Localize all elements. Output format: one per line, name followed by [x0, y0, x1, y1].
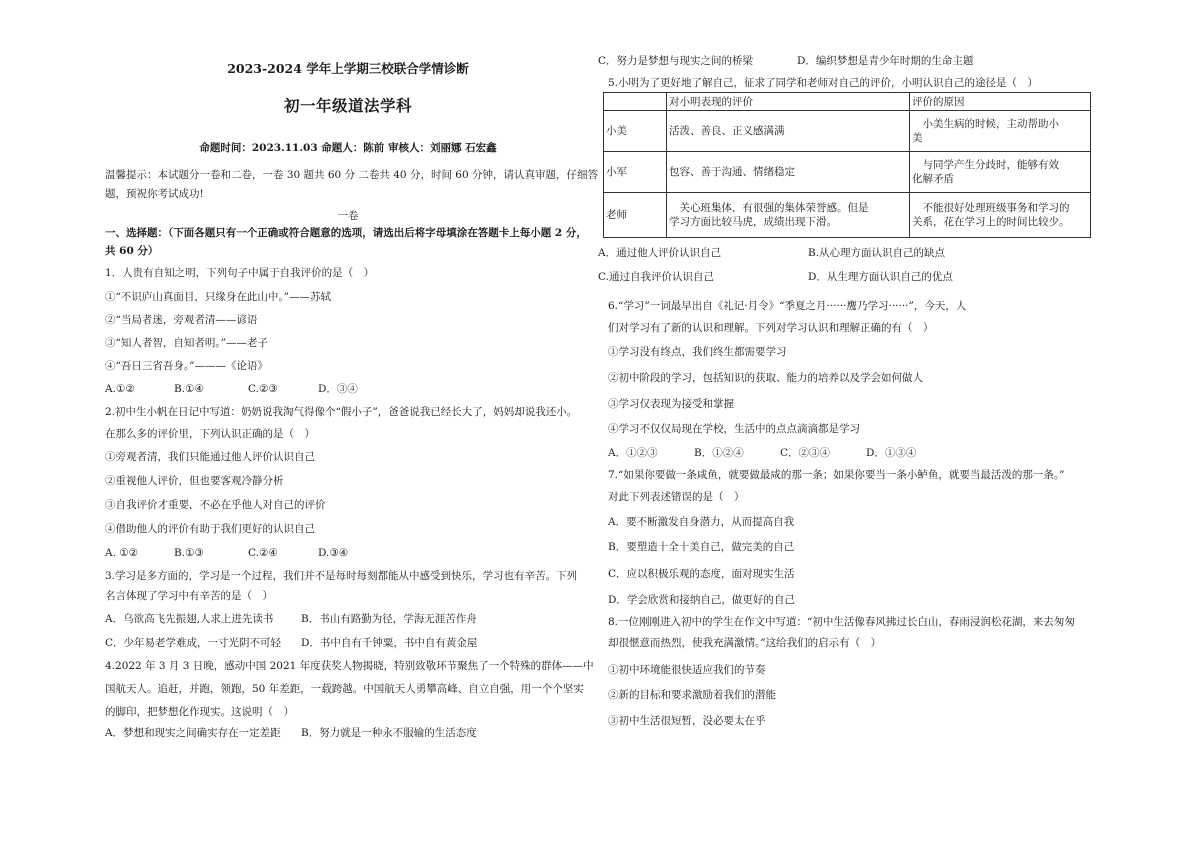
- q6-stem-1: 6.“学习”一词最早出自《礼记·月令》“季夏之月······鹰乃学习······”，今天，人: [608, 300, 967, 312]
- table-row: [604, 193, 1091, 238]
- q8-item: ①初中环境能很快适应我们的节奏: [608, 664, 766, 676]
- tip-line-1: 温馨提示：本试题分一卷和二卷，一卷 30 题共 60 分 二卷共 40 分，时间 60 分钟，请认真审题，仔细答: [105, 169, 598, 181]
- reason-line: 美: [912, 132, 923, 144]
- q2-option-d: D.③④: [318, 547, 349, 559]
- q2-item: ③自我评价才重要，不必在乎他人对自己的评价: [105, 499, 326, 511]
- q2-item: ②重视他人评价，但也要客观冷静分析: [105, 475, 284, 487]
- table-header-cell: 对小明表现的评价: [667, 93, 910, 111]
- q6-option-a: A．①②③: [608, 447, 658, 459]
- q7-option-c: C．应以积极乐观的态度，面对现实生活: [608, 568, 795, 580]
- q7-option-d: D．学会欣赏和接纳自己，做更好的自己: [608, 594, 795, 606]
- q8-stem-1: 8.一位刚刚进入初中的学生在作文中写道：“初中生活像春风拂过长白山，春雨浸润松花湖，来去匆匆: [608, 616, 1075, 628]
- q4-stem-3: 的脚印，把梦想化作现实。这说明（ ）: [105, 706, 294, 718]
- q6-item: ③学习仅表现为接受和掌握: [608, 398, 734, 410]
- reason-line: 不能很好处理班级事务和学习的: [912, 202, 1070, 214]
- q1-item: ②“当局者迷，旁观者清——谚语: [105, 314, 258, 326]
- q7-stem-2: 对此下列表述错误的是（ ）: [608, 491, 745, 503]
- table-cell-reason: [910, 111, 1091, 152]
- q3-option-a: A．乌欲高飞先振翅,人求上进先读书: [105, 613, 274, 625]
- table-row: [604, 152, 1091, 193]
- q5-option-d: D．从生理方面认识自己的优点: [808, 271, 953, 283]
- reason-line: 化解矛盾: [912, 173, 954, 185]
- q5-stem: 5.小明为了更好地了解自己，征求了同学和老师对自己的评价，小明认识自己的途径是（ ）: [608, 77, 1039, 89]
- instructions-line-1: 一、选择题：（下面各题只有一个正确或符合题意的选项，请选出后将字母填涂在答题卡上每小题 2 分，: [105, 227, 587, 239]
- table-cell-who: 老师: [604, 193, 667, 238]
- tip-line-2: 题，预祝你考试成功!: [105, 188, 204, 200]
- q2-stem-1: 2.初中生小帆在日记中写道：奶奶说我淘气得像个“假小子”，爸爸说我已经长大了，妈妈却说我还小。: [105, 406, 578, 418]
- q8-item: ②新的目标和要求激励着我们的潜能: [608, 689, 776, 701]
- q8-stem-2: 却很惬意而热烈，使我充满激情。”这给我们的启示有（ ）: [608, 637, 882, 649]
- q8-item: ③初中生活很短暂，没必要太在乎: [608, 715, 766, 727]
- q6-stem-2: 们对学习有了新的认识和理解。下列对学习认识和理解正确的有（ ）: [608, 322, 934, 334]
- q6-item: ②初中阶段的学习，包括知识的获取、能力的培养以及学会如何做人: [608, 372, 923, 384]
- q1-item: ③“知人者智，自知者明。”——老子: [105, 337, 268, 349]
- q1-stem: 1．人贵有自知之明，下列句子中属于自我评价的是（ ）: [105, 267, 375, 279]
- q4-option-c: C．努力是梦想与现实之间的桥梁: [598, 55, 754, 67]
- q4-option-d: D．编织梦想是青少年时期的生命主题: [797, 55, 974, 67]
- exam-meta: 命题时间：2023.11.03 命题人：陈前 审核人：刘丽娜 石宏鑫: [199, 142, 497, 154]
- q2-item: ①旁观者清，我们只能通过他人评价认识自己: [105, 451, 315, 463]
- q7-option-a: A．要不断激发自身潜力，从而提高自我: [608, 516, 795, 528]
- q7-stem-1: 7.“如果你要做一条咸鱼，就要做最咸的那一条；如果你要当一条小鲈鱼，就要当最活泼的那一条。”: [608, 469, 1065, 481]
- q3-option-d: D．书中自有千钟粟，书中自有黄金屋: [301, 637, 478, 649]
- q1-option-d: D．③④: [318, 383, 358, 395]
- q5-option-a: A．通过他人评价认识自己: [598, 247, 722, 259]
- q3-option-b: B．书山有路勤为径，学海无涯苦作舟: [301, 613, 477, 625]
- q1-option-a: A.①②: [105, 383, 135, 395]
- q6-item: ①学习没有终点，我们终生都需要学习: [608, 346, 787, 358]
- q7-option-b: B．要塑造十全十美自己，做完美的自己: [608, 541, 795, 553]
- exam-title: 2023-2024 学年上学期三校联合学情诊断: [227, 61, 469, 76]
- q3-stem-1: 3.学习是多方面的，学习是一个过程，我们并不是每时每刻都能从中感受到快乐，学习也有辛苦。下列: [105, 570, 578, 582]
- table-row: [604, 111, 1091, 152]
- reason-line: 关系，花在学习上的时间比较少。: [912, 216, 1070, 228]
- table-cell-eval: 活泼、善良、正义感满满: [667, 111, 910, 152]
- table-cell-reason: [910, 193, 1091, 238]
- eval-line: 关心班集体，有很强的集体荣誉感。但是: [669, 202, 869, 214]
- q5-option-b: B.从心理方面认识自己的缺点: [808, 247, 946, 259]
- instructions-line-2: 共 60 分）: [105, 245, 159, 257]
- q1-option-c: C.②③: [248, 383, 278, 395]
- eval-line: 学习方面比较马虎，成绩出现下滑。: [669, 216, 837, 228]
- table-header-cell: 评价的原因: [910, 93, 1091, 111]
- subject-title: 初一年级道法学科: [283, 96, 412, 115]
- q2-option-c: C.②④: [248, 547, 278, 559]
- q5-option-c: C.通过自我评价认识自己: [598, 271, 714, 283]
- q1-item: ④“吾日三省吾身。”———《论语》: [105, 360, 268, 372]
- q2-stem-2: 在那么多的评价里，下列认识正确的是（ ）: [105, 428, 315, 440]
- q4-option-a: A．梦想和现实之间确实存在一定差距: [105, 727, 281, 739]
- q2-option-b: B.①③: [174, 547, 204, 559]
- table-cell-reason: [910, 152, 1091, 193]
- reason-line: 与同学产生分歧时，能够有效: [912, 159, 1059, 171]
- evaluation-table: [603, 92, 1091, 238]
- table-cell-eval: [667, 193, 910, 238]
- q1-item: ①“不识庐山真面目，只缘身在此山中。”——苏轼: [105, 291, 331, 303]
- table-cell-eval: 包容、善于沟通、情绪稳定: [667, 152, 910, 193]
- section-label: 一卷: [337, 210, 359, 222]
- q6-option-c: C．②③④: [780, 447, 831, 459]
- q4-option-b: B．努力就是一种永不服输的生活态度: [301, 727, 477, 739]
- q6-option-d: D．①③④: [866, 447, 917, 459]
- reason-line: 小美生病的时候，主动帮助小: [912, 118, 1059, 130]
- q1-option-b: B.①④: [174, 383, 204, 395]
- table-header-row: [604, 93, 1091, 111]
- q4-stem-1: 4.2022 年 3 月 3 日晚，感动中国 2021 年度获奖人物揭晓，特别致敬环节聚焦了一个特殊的群体——中: [105, 660, 594, 672]
- q4-stem-2: 国航天人。追赶，并跑，领跑，50 年差距，一载跨越。中国航天人勇攀高峰、自立自强，用一个个坚实: [105, 683, 584, 695]
- table-header-cell: [604, 93, 667, 111]
- q6-option-b: B．①②④: [694, 447, 744, 459]
- q2-item: ④借助他人的评价有助于我们更好的认识自己: [105, 523, 315, 535]
- q3-stem-2: 名言体现了学习中有辛苦的是（ ）: [105, 590, 273, 602]
- q2-option-a: A. ①②: [105, 547, 139, 559]
- table-cell-who: 小军: [604, 152, 667, 193]
- q6-item: ④学习不仅仅局现在学校，生活中的点点滴滴都是学习: [608, 423, 860, 435]
- table-cell-who: 小美: [604, 111, 667, 152]
- q3-option-c: C．少年易老学难成，一寸光阴不可轻: [105, 637, 282, 649]
